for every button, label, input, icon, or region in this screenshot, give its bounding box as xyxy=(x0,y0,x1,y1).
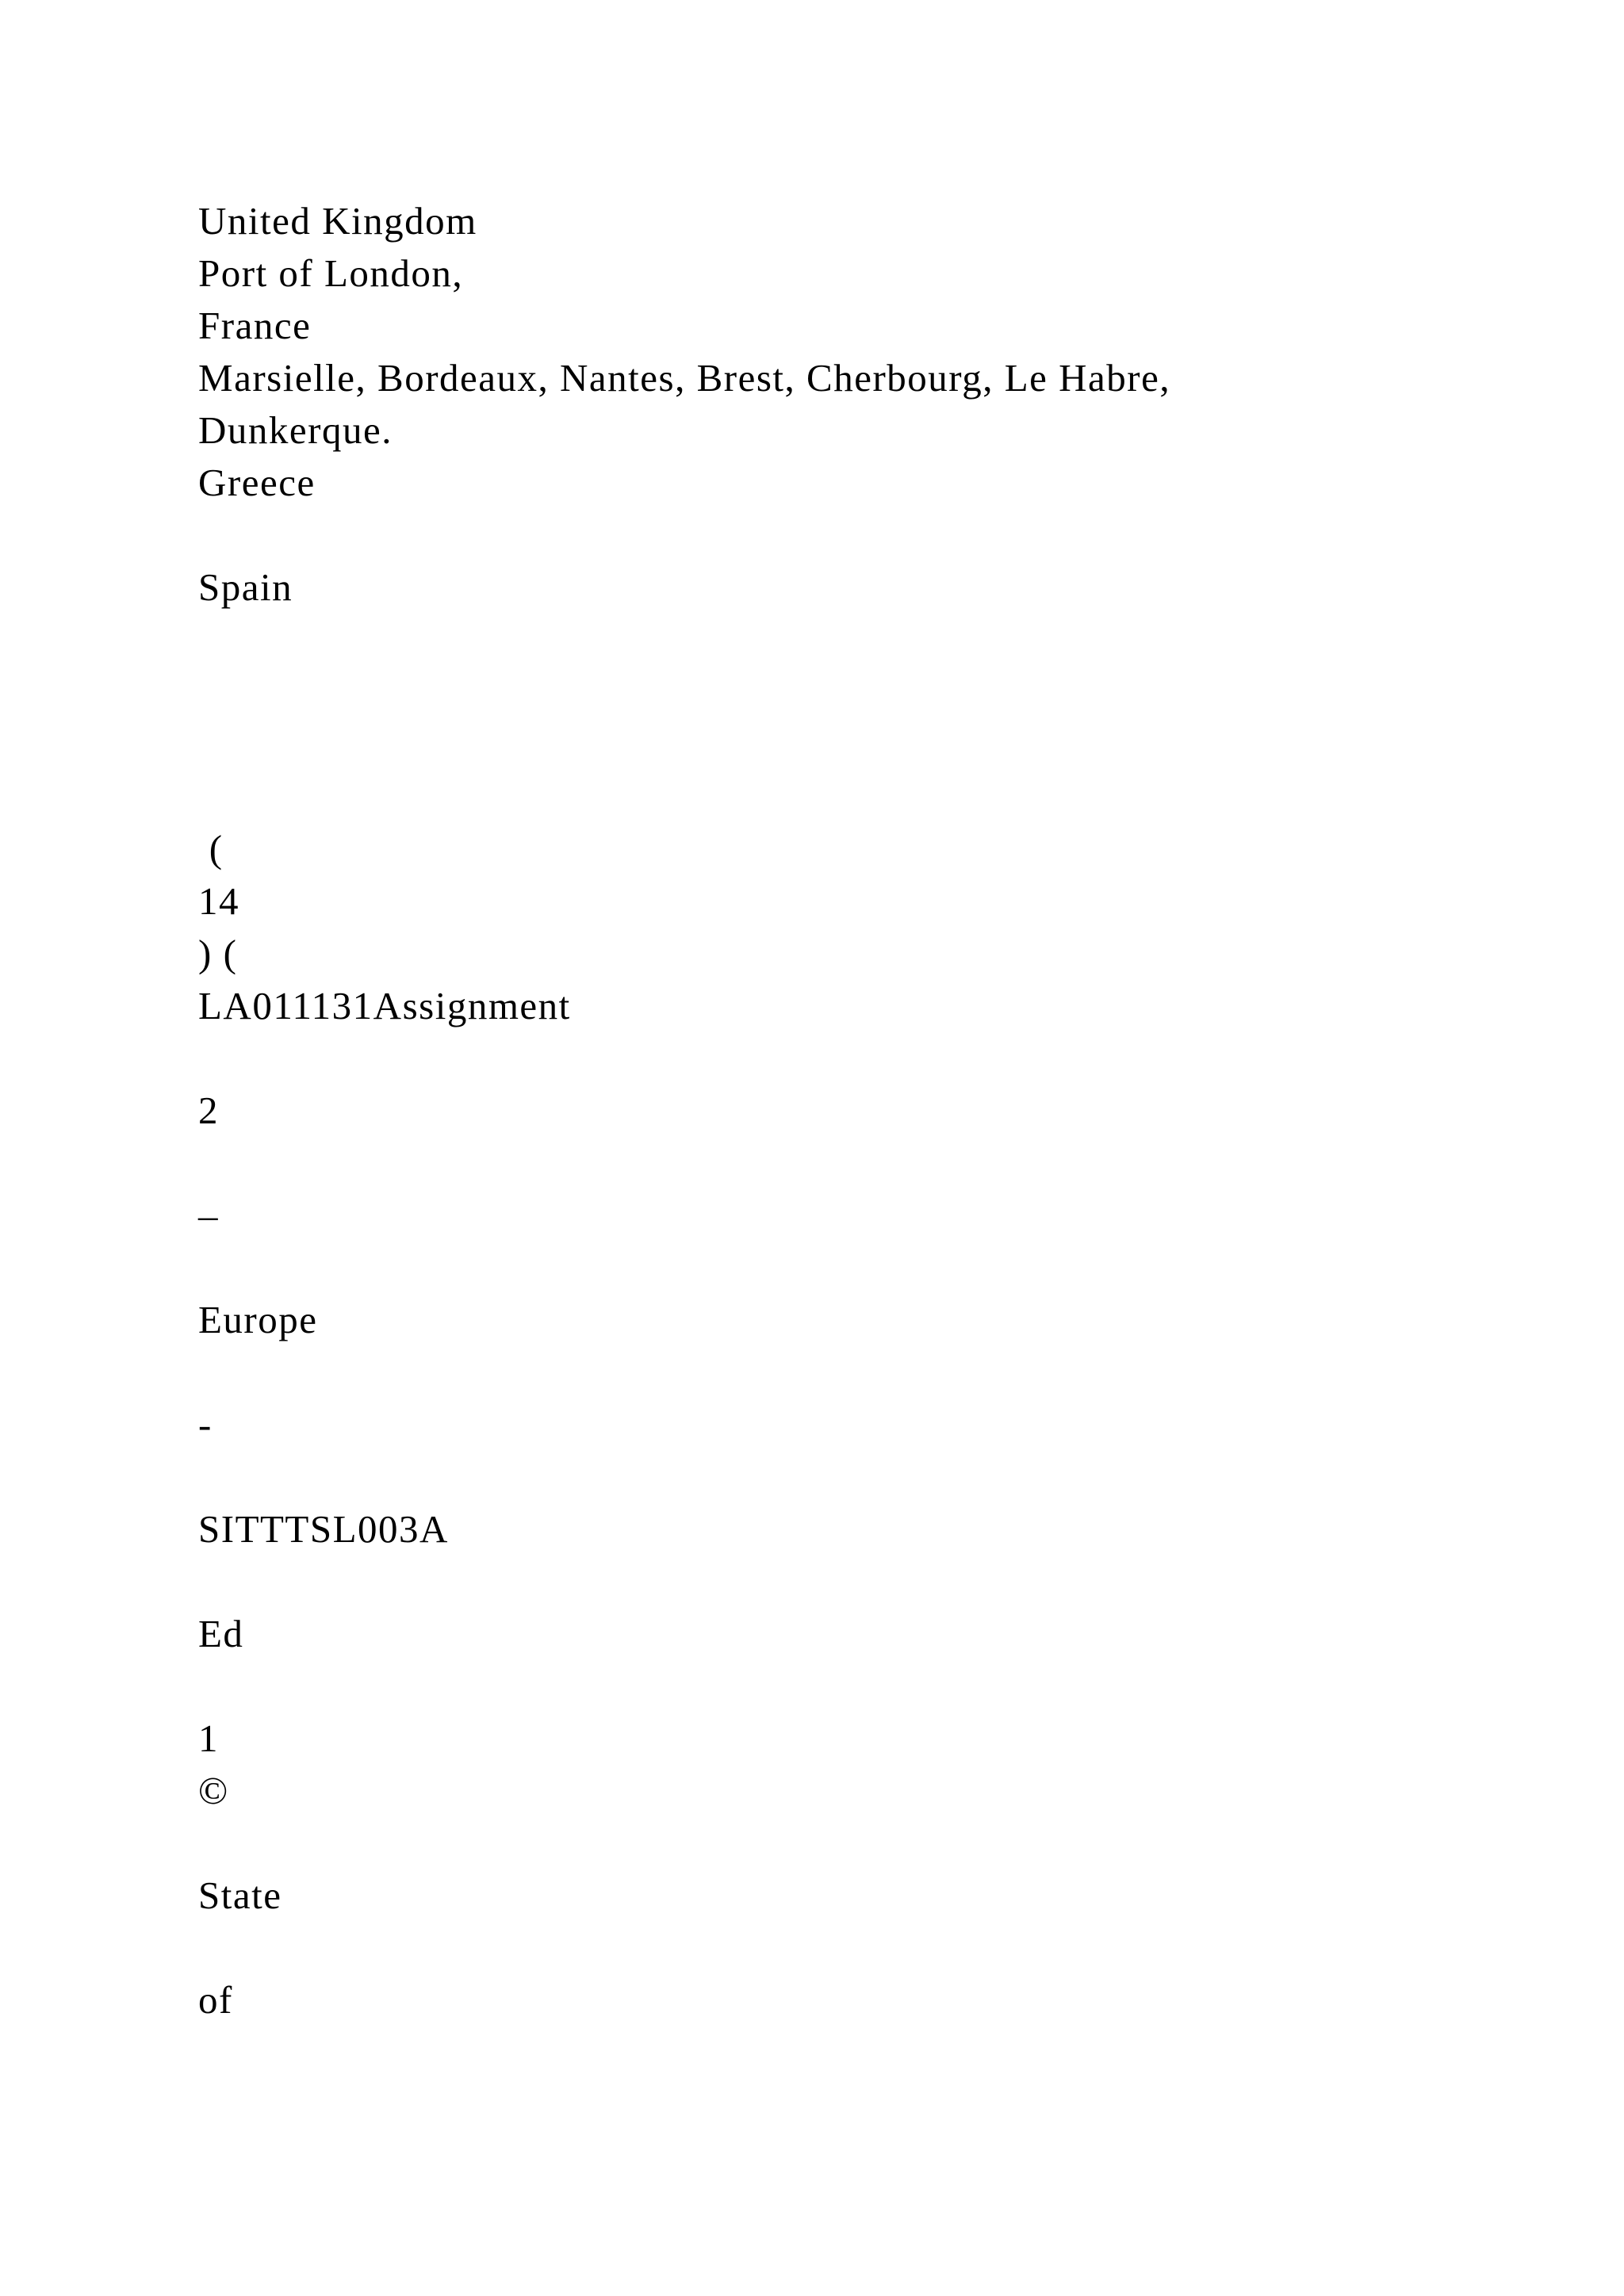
text-line-country-uk: United Kingdom xyxy=(198,199,477,243)
text-line-french-ports: Marsielle, Bordeaux, Nantes, Brest, Cherbourg, Le Habre, xyxy=(198,356,1171,400)
footer-edition-label: Ed xyxy=(198,1612,244,1655)
footer-state: State xyxy=(198,1873,282,1917)
text-line-country-greece: Greece xyxy=(198,461,316,504)
footer-of: of xyxy=(198,1978,233,2022)
text-line-country-france: France xyxy=(198,304,312,347)
footer-europe: Europe xyxy=(198,1298,318,1341)
footer-paren-group: ) ( xyxy=(198,932,238,975)
text-line-country-spain: Spain xyxy=(198,565,293,609)
footer-en-dash: – xyxy=(198,1193,219,1237)
text-line-port-london: Port of London, xyxy=(198,251,464,295)
text-line-french-ports-cont: Dunkerque. xyxy=(198,408,393,452)
footer-open-paren: ( xyxy=(198,827,224,871)
footer-assignment-number: 2 xyxy=(198,1089,219,1132)
footer-copyright-symbol: © xyxy=(198,1769,229,1812)
footer-unit-code: SITTTSL003A xyxy=(198,1507,449,1551)
footer-hyphen: - xyxy=(198,1402,213,1446)
footer-edition-number: 1 xyxy=(198,1716,219,1760)
footer-page-number: 14 xyxy=(198,879,239,923)
footer-course-code: LA011131Assignment xyxy=(198,984,571,1027)
